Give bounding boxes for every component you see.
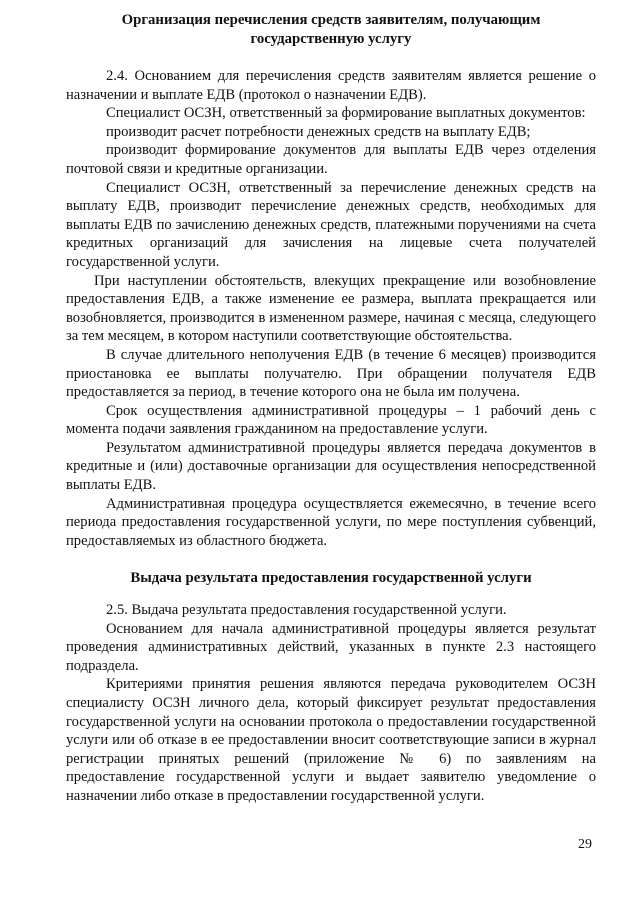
section-heading-result: Выдача результата предоставления государственной услуги	[130, 570, 532, 586]
paragraph: Результатом административной процедуры является передача документов в кредитные и (или) доставочные организации для осуществления непосредственной выплаты ЕДВ.	[66, 439, 596, 494]
paragraph: Административная процедура осуществляется ежемесячно, в течение всего периода предоставления государственной услуги, по мере поступления субвенций, предоставляемых из областного бюджета.	[66, 495, 596, 549]
section-result-body	[66, 601, 596, 806]
section-transfer-body	[66, 67, 596, 550]
paragraph: 2.4. Основанием для перечисления средств заявителям является решение о назначении и выплате ЕДВ (протокол о назначении ЕДВ).	[66, 68, 596, 103]
paragraph: Специалист ОСЗН, ответственный за формирование выплатных документов:	[106, 105, 586, 122]
paragraph: производит формирование документов для выплаты ЕДВ через отделения почтовой связи и кредитные организации.	[66, 142, 596, 177]
paragraph: Критериями принятия решения являются передача руководителем ОСЗН специалисту ОСЗН личного дела, который фиксирует результат предоставления государственной услуги на основании протокола о предоставлении государственной услуги или об отказе в ее предоставлении вносит соответствующие записи в журнал регистрации принятых решений (приложение № 6) по заявлениям на предоставление государственной услуги и выдает заявителю уведомление о назначении либо отказе в предоставлении государственной услуги.	[66, 676, 596, 804]
paragraph: При наступлении обстоятельств, влекущих прекращение или возобновление предоставления ЕДВ, а также изменение ее размера, выплата прекращается или возобновляется, производится в измененном размере, начиная с месяца, следующего за тем месяцем, в котором наступили соответствующие обстоятельства.	[66, 272, 596, 345]
paragraph: Срок осуществления административной процедуры – 1 рабочий день с момента подачи заявления гражданином на предоставление услуги.	[66, 402, 596, 438]
section-heading-transfer: Организация перечисления средств заявителям, получающим государственную услугу	[121, 12, 541, 47]
paragraph: В случае длительного неполучения ЕДВ (в течение 6 месяцев) производится приостановка ее выплаты получателю. При обращении получателя ЕДВ предоставляется за период, в течение которого она не была им получена.	[66, 346, 596, 401]
paragraph: производит расчет потребности денежных средств на выплату ЕДВ;	[106, 123, 531, 140]
page-number: 29	[578, 837, 592, 852]
paragraph: Основанием для начала административной процедуры является результат проведения административных действий, указанных в пункте 2.3 настоящего подраздела.	[66, 620, 596, 674]
paragraph: 2.5. Выдача результата предоставления государственной услуги.	[106, 602, 507, 618]
paragraph: Специалист ОСЗН, ответственный за перечисление денежных средств на выплату ЕДВ, производит перечисление денежных средств, необходимых для выплаты ЕДВ по зачислению денежных средств, платежными поручениями на счета кредитных организаций для зачисления на лицевые счета получателей государственной услуги.	[66, 179, 596, 270]
